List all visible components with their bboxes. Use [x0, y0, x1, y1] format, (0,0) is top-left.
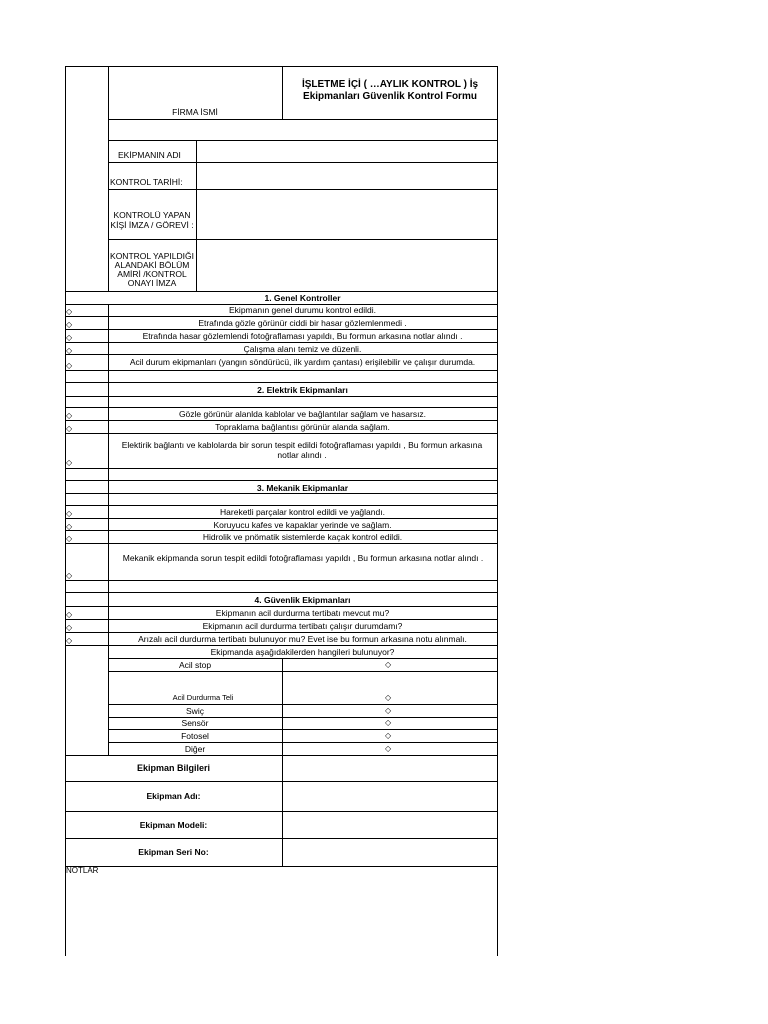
checkbox-icon[interactable]: ◇ — [66, 307, 73, 316]
checkbox-icon[interactable]: ◇ — [66, 361, 73, 370]
equipment-name-label: EKİPMANIN ADI — [118, 150, 181, 160]
row-line — [65, 468, 498, 469]
equipment-name-field-label: Ekipman Adı: — [146, 791, 201, 801]
checkbox-icon[interactable]: ◇ — [66, 411, 73, 420]
checkbox-icon[interactable]: ◇ — [385, 744, 392, 753]
section-mechanical-heading: 3. Mekanik Ekipmanlar — [256, 483, 349, 493]
equipment-model-field-label: Ekipman Modeli: — [139, 820, 208, 830]
row-line — [108, 658, 498, 659]
row-line — [65, 382, 498, 383]
checkbox-icon[interactable]: ◇ — [66, 424, 73, 433]
option-label: Diğer — [184, 744, 206, 754]
row-line — [65, 480, 498, 481]
row-line — [65, 580, 498, 581]
section-electrical-heading: 2. Elektrik Ekipmanları — [257, 385, 348, 395]
checkbox-icon[interactable]: ◇ — [66, 636, 73, 645]
option-label: Fotosel — [181, 731, 209, 741]
section-general-heading: 1. Genel Kontroller — [264, 293, 341, 303]
mechanical-item: Mekanik ekipmanda sorun tespit edildi fotoğraflaması yapıldı , Bu formun arkasına notlar alındı . — [122, 553, 484, 563]
checkbox-icon[interactable]: ◇ — [66, 610, 73, 619]
row-line — [108, 239, 498, 240]
checkbox-icon[interactable]: ◇ — [66, 571, 73, 580]
row-line — [65, 505, 498, 506]
checkbox-icon[interactable]: ◇ — [385, 731, 392, 740]
row-line — [65, 354, 498, 355]
row-line — [65, 781, 498, 782]
row-line — [65, 606, 498, 607]
row-line — [65, 407, 498, 408]
row-line — [65, 291, 498, 292]
row-line — [108, 729, 498, 730]
row-line — [108, 140, 498, 141]
row-line — [65, 396, 498, 397]
checkbox-icon[interactable]: ◇ — [66, 346, 73, 355]
row-line — [65, 329, 498, 330]
equipment-info-heading: Ekipman Bilgileri — [136, 763, 211, 773]
option-label: Acil stop — [178, 660, 212, 670]
checkbox-icon[interactable]: ◇ — [66, 509, 73, 518]
general-item: Ekipmanın genel durumu kontrol edildi. — [229, 305, 376, 315]
equipment-serial-field-label: Ekipman Seri No: — [138, 847, 209, 857]
row-line — [65, 316, 498, 317]
approver-label: KONTROL YAPILDIĞI ALANDAKİ BÖLÜM AMİRİ /KONTROL ONAYI İMZA — [110, 251, 194, 288]
safety-question: Ekipmanda aşağıdakilerden hangileri bulunuyor? — [210, 647, 395, 657]
date-label: KONTROL TARİHİ: — [110, 177, 183, 187]
row-line — [65, 530, 498, 531]
checkbox-icon[interactable]: ◇ — [66, 320, 73, 329]
row-line — [65, 811, 498, 812]
frame-right-line — [497, 66, 498, 956]
safety-item: Ekipmanın acil durdurma tertibatı mevcut mu? — [215, 608, 390, 618]
row-line — [65, 433, 498, 434]
frame-top-line — [65, 66, 498, 67]
checkbox-icon[interactable]: ◇ — [385, 693, 392, 702]
option-label: Acil Durdurma Teli — [172, 693, 234, 702]
row-line — [65, 543, 498, 544]
checkbox-icon[interactable]: ◇ — [66, 623, 73, 632]
safety-item: Ekipmanın acil durdurma tertibatı çalışır durumdamı? — [202, 621, 403, 631]
row-line — [65, 493, 498, 494]
row-line — [108, 189, 498, 190]
checkbox-icon[interactable]: ◇ — [66, 458, 73, 467]
row-line — [108, 162, 498, 163]
row-line — [108, 119, 498, 120]
row-line — [108, 704, 498, 705]
checkbox-icon[interactable]: ◇ — [385, 706, 392, 715]
section-safety-heading: 4. Güvenlik Ekipmanları — [254, 595, 351, 605]
row-line — [108, 671, 498, 672]
row-line — [108, 742, 498, 743]
general-item: Etrafında hasar gözlemlendi fotoğraflaması yapıldı, Bu formun arkasına notlar alındı . — [142, 331, 463, 341]
row-line — [65, 632, 498, 633]
row-line — [65, 838, 498, 839]
electrical-item: Elektirik bağlantı ve kablolarda bir sorun tespit edildi fotoğraflaması yapıldı , Bu formun arkasına notlar alındı . — [121, 440, 483, 460]
general-item: Acil durum ekipmanları (yangın söndürücü, ilk yardım çantası) erişilebilir ve çalışır durumda. — [129, 357, 476, 367]
checkbox-icon[interactable]: ◇ — [385, 660, 392, 669]
general-item: Çalışma alanı temiz ve düzenli. — [243, 344, 362, 354]
checkbox-icon[interactable]: ◇ — [385, 718, 392, 727]
row-line — [65, 518, 498, 519]
form-title: İŞLETME İÇİ ( …AYLIK KONTROL ) İş Ekipmanları Güvenlik Kontrol Formu — [301, 79, 479, 102]
electrical-item: Gözle görünür alanlda kablolar ve bağlantılar sağlam ve hasarsız. — [178, 409, 427, 419]
row-line — [65, 342, 498, 343]
checkbox-icon[interactable]: ◇ — [66, 333, 73, 342]
general-item: Etrafında gözle görünür ciddi bir hasar gözlemlenmedi . — [198, 318, 407, 328]
col-divider-right — [282, 66, 283, 119]
row-line — [65, 420, 498, 421]
col-divider-left — [108, 66, 109, 292]
mechanical-item: Hareketli parçalar kontrol edildi ve yağlandı. — [220, 507, 385, 517]
row-line — [65, 645, 498, 646]
checkbox-icon[interactable]: ◇ — [66, 534, 73, 543]
row-line — [65, 619, 498, 620]
mechanical-item: Hidrolik ve pnömatik sistemlerde kaçak kontrol edildi. — [202, 532, 403, 542]
row-line — [65, 755, 498, 756]
safety-item: Arızalı acil durdurma tertibatı bulunuyor mu? Evet ise bu formun arkasına notu alınmalı. — [138, 634, 467, 644]
checkbox-icon[interactable]: ◇ — [66, 522, 73, 531]
row-line — [65, 866, 498, 867]
row-line — [65, 370, 498, 371]
company-label: FİRMA İSMİ — [172, 107, 218, 117]
notes-label: NOTLAR — [66, 866, 99, 875]
row-line — [65, 592, 498, 593]
mechanical-item: Koruyucu kafes ve kapaklar yerinde ve sağlam. — [213, 520, 392, 530]
inspector-label: KONTROLÜ YAPAN KİŞİ İMZA / GÖREVİ : — [110, 210, 194, 230]
option-label: Sensör — [181, 718, 209, 728]
option-label: Swiç — [186, 706, 204, 716]
electrical-item: Topraklama bağlantısı görünür alanda sağlam. — [215, 422, 390, 432]
